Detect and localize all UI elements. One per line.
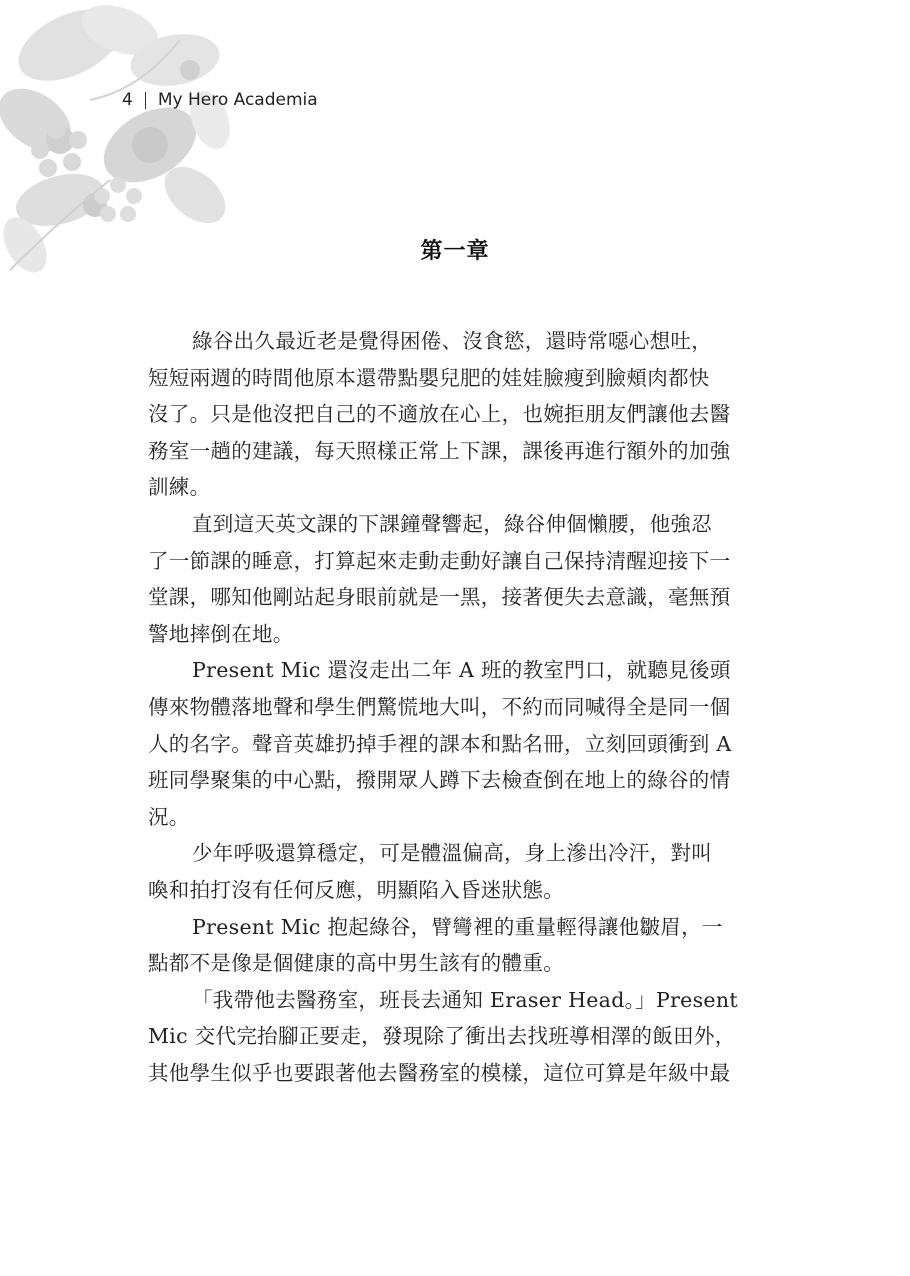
text-line: Mic 交代完抬腳正要走，發現除了衝出去找班導相澤的飯田外， bbox=[148, 1024, 736, 1049]
running-header bbox=[122, 90, 318, 110]
text-line: 其他學生似乎也要跟著他去醫務室的模樣，這位可算是年級中最 bbox=[148, 1060, 731, 1085]
text-line: 「我帶他去醫務室，班長去通知 Eraser Head。」Present bbox=[192, 987, 738, 1012]
text-line: 點都不是像是個健康的高中男生該有的體重。 bbox=[148, 951, 564, 976]
text-line: 短短兩週的時間他原本還帶點嬰兒肥的娃娃臉瘦到臉頰肉都快 bbox=[148, 365, 710, 390]
text-line: 直到這天英文課的下課鐘聲響起，綠谷伸個懶腰，他強忍 bbox=[192, 511, 712, 536]
paragraph bbox=[148, 323, 748, 506]
text-line: 警地摔倒在地。 bbox=[148, 621, 294, 646]
page-number: 4 bbox=[122, 90, 133, 110]
text-line: 沒了。只是他沒把自己的不適放在心上，也婉拒朋友們讓他去醫 bbox=[148, 402, 731, 427]
text-line: 傳來物體落地聲和學生們驚慌地大叫，不約而同喊得全是同一個 bbox=[148, 694, 731, 719]
text-line: 訓練。 bbox=[148, 475, 211, 500]
body-text bbox=[148, 323, 748, 1091]
text-line: 了一節課的睡意，打算起來走動走動好讓自己保持清醒迎接下一 bbox=[148, 548, 731, 573]
chapter-title: 第一章 bbox=[420, 238, 490, 264]
text-line: Present Mic 抱起綠谷，臂彎裡的重量輕得讓他皺眉，一 bbox=[192, 914, 723, 939]
text-line: 堂課，哪知他剛站起身眼前就是一黑，接著便失去意識，毫無預 bbox=[148, 585, 731, 610]
text-line: 人的名字。聲音英雄扔掉手裡的課本和點名冊，立刻回頭衝到 A bbox=[148, 731, 732, 756]
text-line: 況。 bbox=[148, 804, 190, 829]
paragraph bbox=[148, 982, 748, 1092]
header-separator bbox=[145, 92, 146, 109]
paragraph bbox=[148, 909, 748, 982]
paragraph bbox=[148, 835, 748, 908]
text-line: 班同學聚集的中心點，撥開眾人蹲下去檢查倒在地上的綠谷的情 bbox=[148, 768, 731, 793]
text-line: Present Mic 還沒走出二年 A 班的教室門口，就聽見後頭 bbox=[192, 658, 731, 683]
paragraph bbox=[148, 506, 748, 652]
text-line: 務室一趟的建議，每天照樣正常上下課，課後再進行額外的加強 bbox=[148, 438, 731, 463]
paragraph bbox=[148, 652, 748, 835]
text-line: 綠谷出久最近老是覺得困倦、沒食慾，還時常噁心想吐， bbox=[192, 329, 712, 353]
text-line: 少年呼吸還算穩定，可是體溫偏高，身上滲出冷汗，對叫 bbox=[192, 841, 712, 866]
book-title: My Hero Academia bbox=[157, 90, 318, 110]
text-line: 喚和拍打沒有任何反應，明顯陷入昏迷狀態。 bbox=[148, 877, 564, 902]
